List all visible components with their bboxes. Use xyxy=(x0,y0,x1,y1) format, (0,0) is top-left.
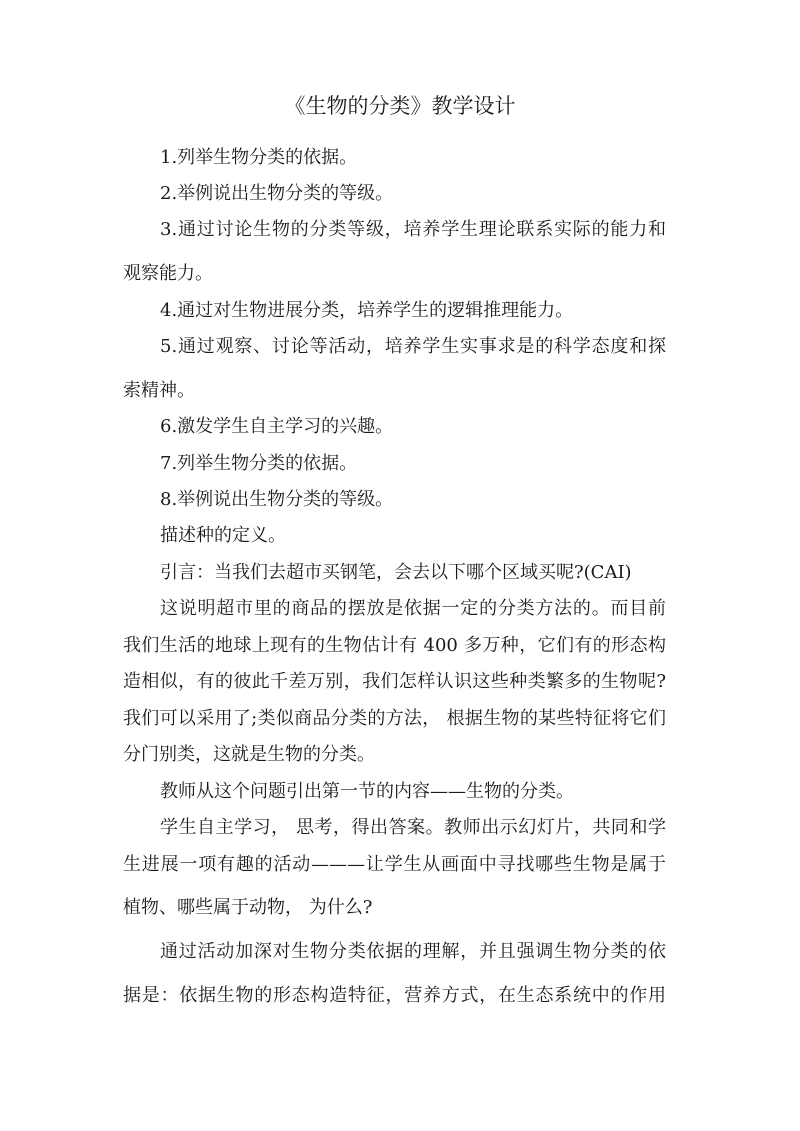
paragraph-1-line-5: 分门别类，这就是生物的分类。 xyxy=(123,744,375,765)
objective-7: 7.列举生物分类的依据。 xyxy=(160,453,358,474)
paragraph-4-line-2: 据是：依据生物的形态构造特征，营养方式，在生态系统中的作用 xyxy=(123,985,666,1006)
objective-3-line-1: 3.通过讨论生物的分类等级，培养学生理论联系实际的能力和 xyxy=(160,219,666,240)
paragraph-1-line-2: 我们生活的地球上现有的生物估计有 400 多万种，它们有的形态构 xyxy=(123,635,666,656)
objective-6: 6.激发学生自主学习的兴趣。 xyxy=(160,416,394,437)
objective-3-line-2: 观察能力。 xyxy=(123,263,213,284)
intro-text: 引言：当我们去超市买钢笔，会去以下哪个区域买呢?(CAI) xyxy=(160,562,632,583)
species-definition: 描述种的定义。 xyxy=(160,525,286,546)
paragraph-1-line-1: 这说明超市里的商品的摆放是依据一定的分类方法的。而目前 xyxy=(160,598,666,619)
objective-5-line-2: 索精神。 xyxy=(123,380,195,401)
paragraph-3-line-3: 植物、哪些属于动物， 为什么? xyxy=(123,897,373,918)
objective-4: 4.通过对生物进展分类，培养学生的逻辑推理能力。 xyxy=(160,300,574,321)
document-title: 《生物的分类》教学设计 xyxy=(284,94,516,118)
paragraph-1-line-4: 我们可以采用了;类似商品分类的方法， 根据生物的某些特征将它们 xyxy=(123,708,666,729)
objective-1: 1.列举生物分类的依据。 xyxy=(160,147,358,168)
objective-8: 8.举例说出生物分类的等级。 xyxy=(160,489,394,510)
objective-5-line-1: 5.通过观察、讨论等活动，培养学生实事求是的科学态度和探 xyxy=(160,336,666,357)
paragraph-3-line-1: 学生自主学习， 思考，得出答案。教师出示幻灯片，共同和学 xyxy=(160,817,666,838)
paragraph-3-line-2: 生进展一项有趣的活动———让学生从画面中寻找哪些生物是属于 xyxy=(123,854,666,875)
paragraph-1-line-3: 造相似，有的彼此千差万别，我们怎样认识这些种类繁多的生物呢? xyxy=(123,671,666,692)
paragraph-4-line-1: 通过活动加深对生物分类依据的理解，并且强调生物分类的依 xyxy=(160,941,666,962)
objective-2: 2.举例说出生物分类的等级。 xyxy=(160,183,394,204)
paragraph-2: 教师从这个问题引出第一节的内容——生物的分类。 xyxy=(160,781,574,802)
